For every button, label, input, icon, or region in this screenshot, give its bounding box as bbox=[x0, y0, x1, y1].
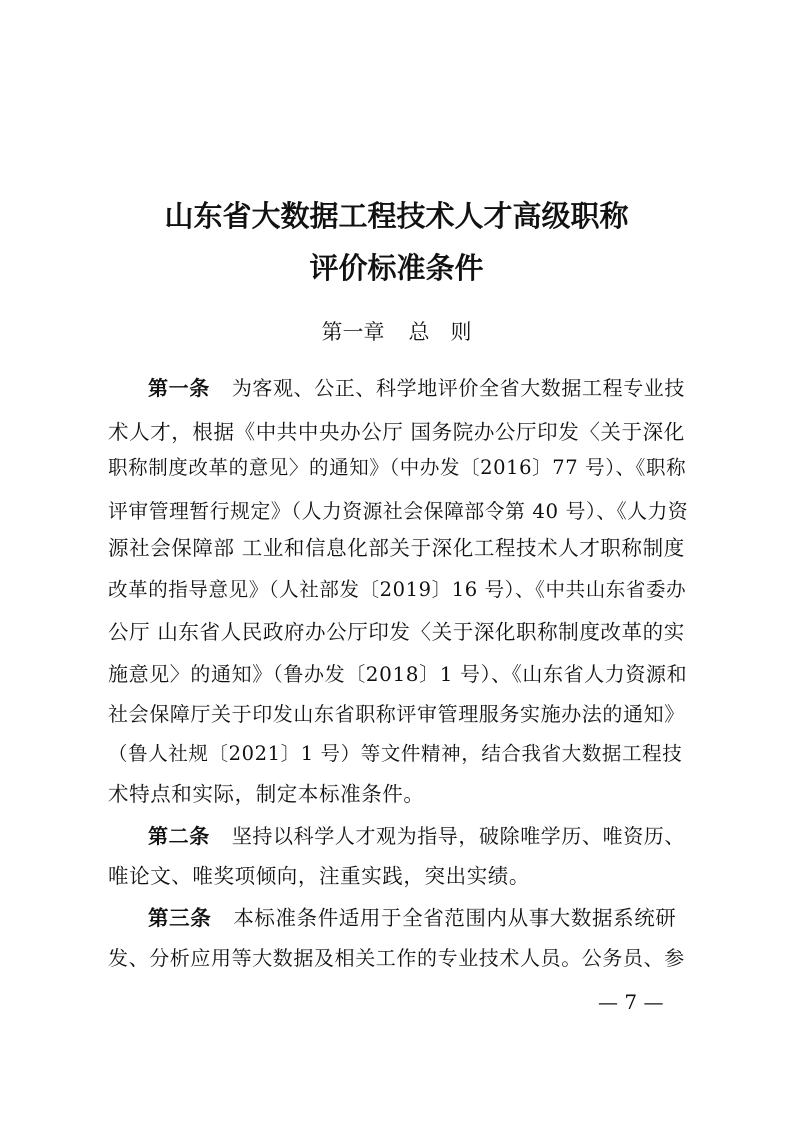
article-1-label: 第一条 bbox=[148, 376, 210, 400]
article-1-line: 社会保障厅关于印发山东省职称评审管理服务实施办法的通知》 bbox=[108, 702, 685, 726]
article-2-line: 第二条 坚持以科学人才观为指导，破除唯学历、唯资历、 bbox=[148, 824, 686, 848]
page-number: — 7 — bbox=[598, 990, 664, 1014]
article-1-line: 术人才，根据《中共中央办公厅 国务院办公厅印发〈关于深化 bbox=[108, 420, 685, 444]
article-1-line: 术特点和实际，制定本标准条件。 bbox=[108, 782, 425, 806]
article-3-line: 第三条 本标准条件适用于全省范围内从事大数据系统研 bbox=[148, 906, 677, 930]
article-1-line: 职称制度改革的意见〉的通知》（中办发〔2016〕77 号）、《职称 bbox=[108, 456, 687, 479]
article-1-line: 改革的指导意见》（人社部发〔2019〕16 号）、《中共山东省委办 bbox=[108, 578, 687, 601]
article-2-label: 第二条 bbox=[148, 824, 210, 848]
chapter-number: 第一章 bbox=[321, 320, 385, 344]
article-3-label: 第三条 bbox=[148, 906, 212, 930]
article-1-line: 第一条 为客观、公正、科学地评价全省大数据工程专业技 bbox=[148, 376, 686, 400]
article-1-line: 施意见〉的通知》（鲁办发〔2018〕1 号）、《山东省人力资源和 bbox=[108, 662, 688, 686]
document-title-line-2: 评价标准条件 bbox=[309, 251, 484, 285]
document-title-line-1: 山东省大数据工程技术人才高级职称 bbox=[164, 199, 629, 233]
article-1-line: 公厅 山东省人民政府办公厅印发〈关于深化职称制度改革的实 bbox=[108, 620, 685, 644]
chapter-name: 总 则 bbox=[408, 320, 472, 344]
article-3-line: 发、分析应用等大数据及相关工作的专业技术人员。公务员、参 bbox=[108, 946, 685, 970]
article-1-line: （鲁人社规〔2021〕1 号）等文件精神，结合我省大数据工程技 bbox=[108, 742, 683, 765]
chapter-heading bbox=[0, 318, 793, 346]
article-1-line: 源社会保障部 工业和信息化部关于深化工程技术人才职称制度 bbox=[108, 536, 685, 560]
article-2-line: 唯论文、唯奖项倾向，注重实践，突出实绩。 bbox=[108, 864, 530, 888]
article-1-line: 评审管理暂行规定》（人力资源社会保障部令第 40 号）、《人力资 bbox=[108, 500, 689, 523]
